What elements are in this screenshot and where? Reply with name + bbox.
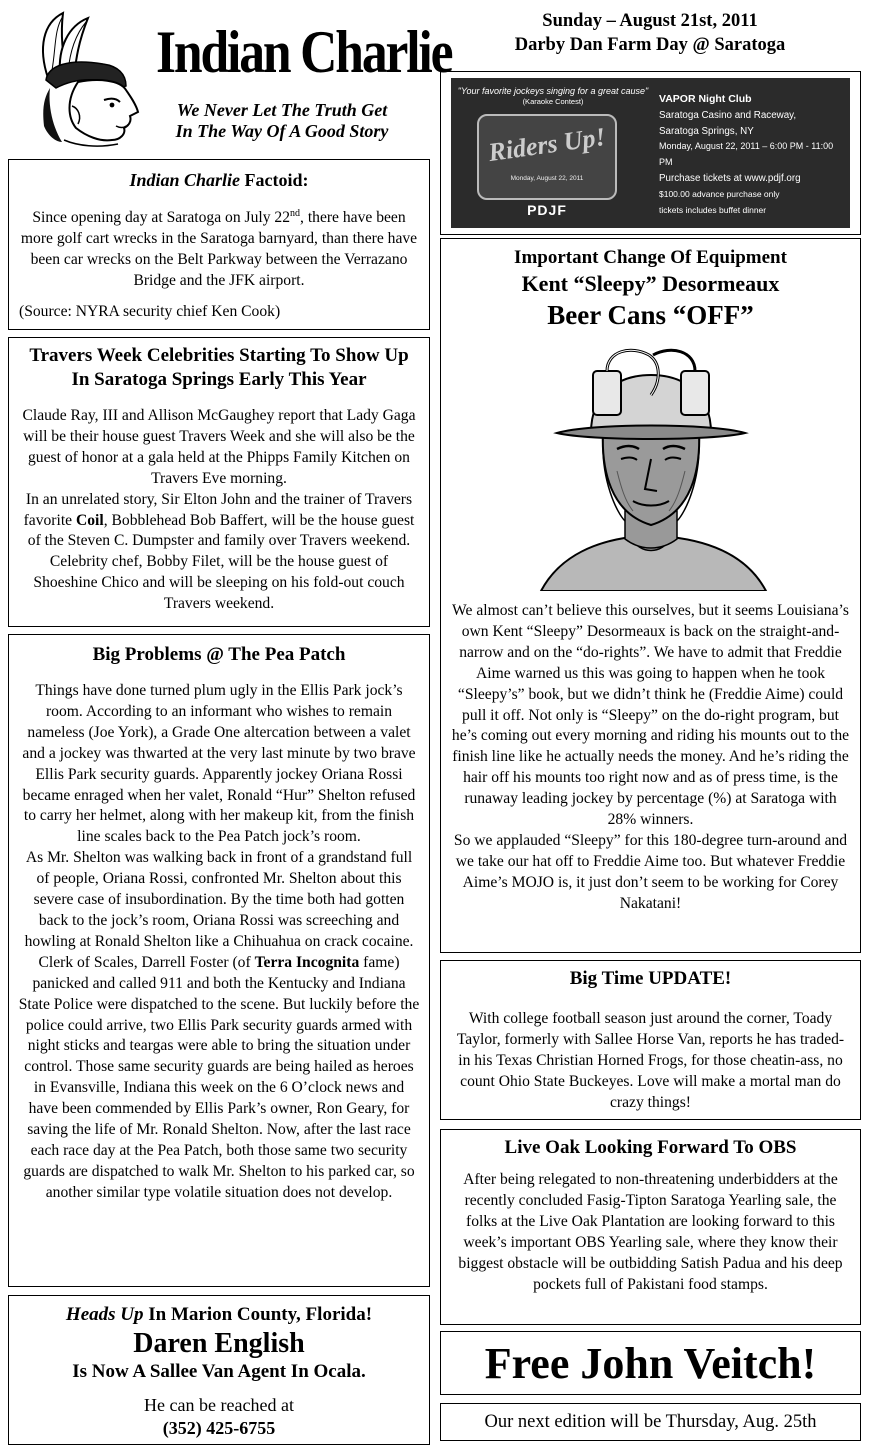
travers-para-c: , Bobblehead Bob Baffert, will be the house guest of the Steven C. Dumpster and family over Travers weekend. Celebrity chef, Bobby Filet, will be the house guest of Shoeshine Chico and will be sleeping on his fold-out couch Travers weekend.	[27, 511, 415, 613]
factoid-text-a: Since opening day at Saratoga on July 22	[32, 209, 291, 227]
edition-header	[440, 9, 860, 57]
ad-logo: Riders Up!	[486, 121, 608, 168]
pea-patch-title: Big Problems @ The Pea Patch	[92, 644, 346, 665]
update-para: With college football season just around the corner, Toady Taylor, formerly with Sallee Horse Van, reports he has traded-in his Texas Christian Horned Frogs, for those cheatin-ass, no count Ohio State Buckeyes. Love will make a mortal man do crazy things!	[456, 1010, 845, 1111]
ad-venue-line: Saratoga Casino and Raceway,	[659, 109, 797, 121]
desormeaux-title-2: Kent “Sleepy” Desormeaux	[521, 271, 780, 296]
travers-para	[19, 490, 419, 615]
travers-box	[8, 337, 430, 627]
ad-date-badge: Monday, August 22, 2011	[510, 175, 584, 182]
ad-subtag: (Karaoke Contest)	[522, 97, 584, 106]
heads-up-name: Daren English	[133, 1328, 305, 1359]
ad-venue-line: $100.00 advance purchase only	[659, 188, 780, 199]
ad-tagline: "Your favorite jockeys singing for a great cause"	[457, 86, 649, 96]
free-veitch-text: Free John Veitch!	[484, 1339, 817, 1388]
pea-patch-para	[18, 953, 420, 1204]
ad-venue-details	[659, 92, 847, 218]
pea-patch-para: Things have done turned plum ugly in the Ellis Park jock’s room. According to an informant who wishes to remain nameless (Joe York), a Grade One altercation between a valet and a jockey was thwarted at the very last minute by two brave Ellis Park security guards. Apparently jockey Oriana Rossi became enraged when her valet, Ronald “Hur” Shelton refused to carry her helmet, along with her makeup kit, from the finish line scales back to the Pea Patch jock’s room.	[22, 682, 416, 846]
travers-para: Claude Ray, III and Allison McGaughey report that Lady Gaga will be their house guest Travers Week and she will also be the guest of honor at a gala held at the Phipps Family Kitchen on Travers Eve morning.	[22, 407, 416, 487]
heads-up-phone: (352) 425-6755	[162, 1418, 276, 1438]
factoid-title	[19, 168, 419, 192]
heads-up-box	[8, 1295, 430, 1445]
ad-venue-line: tickets includes buffet dinner	[659, 204, 767, 215]
factoid-box	[8, 159, 430, 330]
update-box	[440, 960, 861, 1120]
riders-up-ad-frame	[440, 71, 861, 235]
desormeaux-para: We almost can’t believe this ourselves, but it seems Louisiana’s own Kent “Sleepy” Desormeaux is back on the straight-and-narrow and on the “do-rights”. We have to admit that Freddie Aime warned us this was going to happen when he took “Sleepy’s” book, but we didn’t think he (Freddie Aime) could pull it off. Not only is “Sleepy” on the do-right program, but he’s coming out every morning and riding his mounts out to the finish line like he actually needs the money. And he’s riding the hair off his mounts too right now and as of press time, is the runaway leading jockey by percentage (%) at Saratoga with 28% winners.	[451, 602, 850, 829]
jockey-beer-helmet-illustration	[521, 341, 781, 591]
riders-up-ad	[451, 78, 850, 228]
desormeaux-para: So we applauded “Sleepy” for this 180-degree turn-around and we take our hat off to Freddie Aime too. But whatever Freddie Aime’s MOJO is, it just don’t seem to be working for Corey Nakatani!	[453, 831, 848, 912]
update-title: Big Time UPDATE!	[569, 968, 732, 989]
desormeaux-box	[440, 238, 861, 953]
masthead-motto	[156, 100, 408, 142]
factoid-title-brand: Indian Charlie	[129, 170, 241, 190]
free-veitch-box	[440, 1331, 861, 1395]
live-oak-para: After being relegated to non-threatening underbidders at the recently concluded Fasig-Tipton Saratoga Yearling sale, the folks at the Live Oak Plantation are looking forward to this week’s important OBS Yearling sale, where they know their biggest obstacle will be outbidding Satish Padua and his deep pockets full of Pakistani food stamps.	[458, 1171, 843, 1293]
heads-up-title-em: Heads Up	[65, 1304, 144, 1325]
travers-para-a: In an unrelated story, Sir Elton John and the trainer of Travers favorite	[23, 490, 413, 529]
motto-line-1: We Never Let The Truth Get	[176, 100, 388, 120]
factoid-text-b: , there have been more golf cart wrecks in the Saratoga barnyard, than there have been car wrecks on the Belt Parkway between the Verrazano Bridge and the JFK airport.	[20, 209, 418, 289]
heads-up-line: Is Now A Sallee Van Agent In Ocala.	[72, 1361, 366, 1382]
next-edition-text: Our next edition will be Thursday, Aug. 25th	[484, 1412, 817, 1432]
ad-venue-line: Purchase tickets at www.pdjf.org	[659, 172, 801, 184]
live-oak-box	[440, 1129, 861, 1325]
factoid-source: (Source: NYRA security chief Ken Cook)	[19, 302, 281, 320]
indian-chief-logo	[8, 8, 158, 148]
heads-up-reach: He can be reached at	[144, 1395, 294, 1415]
next-edition-box	[440, 1403, 861, 1441]
live-oak-title: Live Oak Looking Forward To OBS	[504, 1137, 797, 1158]
masthead	[8, 6, 452, 156]
ad-venue-line: Monday, August 22, 2011 – 6:00 PM - 11:00 PM	[659, 141, 834, 168]
edition-date: Sunday – August 21st, 2011	[542, 11, 758, 31]
edition-event: Darby Dan Farm Day @ Saratoga	[514, 35, 786, 55]
travers-title: Travers Week Celebrities Starting To Show Up In Saratoga Springs Early This Year	[29, 345, 409, 390]
factoid-title-rest: Factoid:	[240, 170, 309, 190]
ad-venue-line: VAPOR Night Club	[659, 93, 752, 105]
ad-venue-line: Saratoga Springs, NY	[659, 125, 754, 137]
pea-patch-para-c: fame) panicked and called 911 and both the Kentucky and Indiana State Police were dispatched to the scene. But luckily before the police could arrive, two Ellis Park security guards armed with night sticks and teargas were able to bring the situation under control. Those same security guards are being hailed as heroes in Evansville, Indiana this week on the 6 O’clock news and have been commended by Ellis Park’s owner, Ron Geary, for saving the life of Mr. Ronald Shelton. Now, after the last race each race day at the Pea Patch, both those same two security guards are dispatched to walk Mr. Shelton to his parked car, so another similar type volatile situation does not develop.	[18, 953, 420, 1201]
motto-line-2: In The Way Of A Good Story	[175, 121, 389, 141]
pea-patch-horse-name: Terra Incognita	[254, 953, 360, 971]
pdjf-logo: PDJF	[527, 202, 567, 218]
heads-up-title-rest: In Marion County, Florida!	[143, 1304, 373, 1325]
pea-patch-box	[8, 634, 430, 1287]
ad-logo-panel	[477, 114, 617, 200]
masthead-title: Indian Charlie	[156, 19, 452, 85]
travers-horse-name: Coil	[75, 511, 104, 529]
heads-up-title	[17, 1302, 421, 1328]
pea-patch-para-a: Clerk of Scales, Darrell Foster (of	[38, 953, 255, 971]
factoid-text-sup: nd	[290, 208, 301, 219]
desormeaux-headline	[451, 245, 850, 333]
factoid-text	[19, 204, 419, 292]
desormeaux-title-1: Important Change Of Equipment	[514, 247, 787, 268]
pea-patch-para: As Mr. Shelton was walking back in front of a grandstand full of people, Oriana Rossi, confronted Mr. Shelton about this severe case of insubordination. By the time both had gotten back to the jock’s room, Oriana Rossi was screeching and howling at Ronald Shelton like a Chihuahua on crack cocaine.	[24, 849, 414, 950]
desormeaux-title-3: Beer Cans “OFF”	[547, 300, 754, 330]
